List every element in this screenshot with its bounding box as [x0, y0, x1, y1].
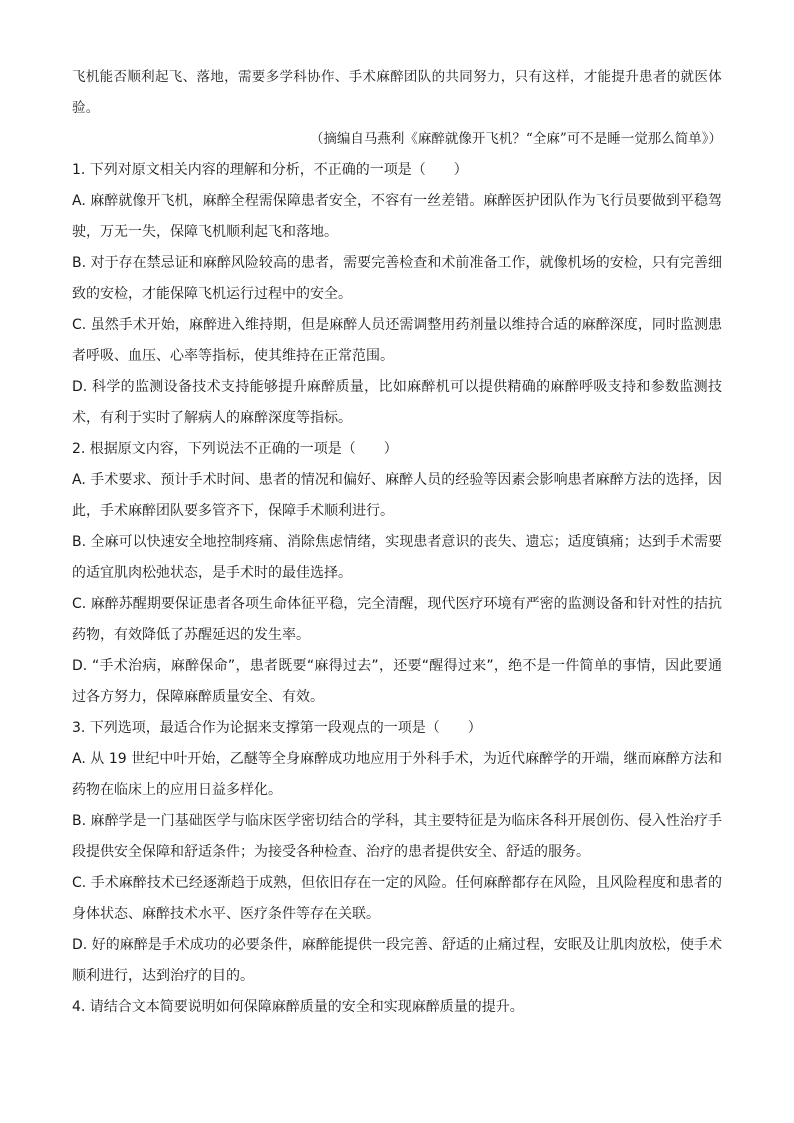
option-c: C. 虽然手术开始，麻醉进入维持期，但是麻醉人员还需调整用药剂量以维持合适的麻醉深度，同时监测患者呼吸、血压、心率等指标，使其维持在正常范围。: [72, 317, 722, 364]
passage-closing-paragraph: 飞机能否顺利起飞、落地，需要多学科协作、手术麻醉团队的共同努力，只有这样，才能提升患者的就医体验。: [72, 69, 722, 116]
option-b: B. 麻醉学是一门基础医学与临床医学密切结合的学科，其主要特征是为临床各科开展创伤、侵入性治疗手段提供安全保障和舒适条件；为接受各种检查、治疗的患者提供安全、舒适的服务。: [72, 813, 722, 860]
question-stem: 1. 下列对原文相关内容的理解和分析，不正确的一项是（ ）: [72, 162, 468, 178]
option-c: C. 手术麻醉技术已经逐渐趋于成熟，但依旧存在一定的风险。任何麻醉都存在风险，且风险程度和患者的身体状态、麻醉技术水平、医疗条件等存在关联。: [72, 875, 722, 922]
option-b: B. 全麻可以快速安全地控制疼痛、消除焦虑情绪，实现患者意识的丧失、遗忘；适度镇痛；达到手术需要的适宜肌肉松弛状态，是手术时的最佳选择。: [72, 534, 722, 581]
option-a: A. 麻醉就像开飞机，麻醉全程需保障患者安全，不容有一丝差错。麻醉医护团队作为飞行员要做到平稳驾驶，万无一失，保障飞机顺利起飞和落地。: [72, 193, 722, 240]
question-stem: 3. 下列选项，最适合作为论据来支撑第一段观点的一项是（ ）: [72, 720, 482, 736]
option-d: D. 科学的监测设备技术支持能够提升麻醉质量，比如麻醉机可以提供精确的麻醉呼吸支持和参数监测技术，有利于实时了解病人的麻醉深度等指标。: [72, 379, 722, 426]
question-1: [72, 155, 722, 434]
option-c: C. 麻醉苏醒期要保证患者各项生命体征平稳，完全清醒，现代医疗环境有严密的监测设备和针对性的拮抗药物，有效降低了苏醒延迟的发生率。: [72, 596, 722, 643]
option-b: B. 对于存在禁忌证和麻醉风险较高的患者，需要完善检查和术前准备工作，就像机场的安检，只有完善细致的安检，才能保障飞机运行过程中的安全。: [72, 255, 722, 302]
option-a: A. 从 19 世纪中叶开始，乙醚等全身麻醉成功地应用于外科手术，为近代麻醉学的开端，继而麻醉方法和药物在临床上的应用日益多样化。: [72, 751, 722, 798]
question-2: [72, 434, 722, 713]
question-stem: 2. 根据原文内容，下列说法不正确的一项是（ ）: [72, 441, 398, 457]
exam-page: [72, 62, 722, 1023]
passage-source-note: （摘编自马燕利《麻醉就像开飞机？“全麻”可不是睡一觉那么简单》）: [309, 131, 722, 147]
option-a: A. 手术要求、预计手术时间、患者的情况和偏好、麻醉人员的经验等因素会影响患者麻醉方法的选择，因此，手术麻醉团队要多管齐下，保障手术顺利进行。: [72, 472, 722, 519]
option-d: D. “手术治病，麻醉保命”，患者既要“麻得过去”，还要“醒得过来”，绝不是一件简单的事情，因此要通过各方努力，保障麻醉质量安全、有效。: [72, 658, 722, 705]
question-stem: 4. 请结合文本简要说明如何保障麻醉质量的安全和实现麻醉质量的提升。: [72, 999, 524, 1015]
question-3: [72, 713, 722, 992]
option-d: D. 好的麻醉是手术成功的必要条件，麻醉能提供一段完善、舒适的止痛过程，安眠及让肌肉放松，使手术顺利进行，达到治疗的目的。: [72, 937, 722, 984]
question-4: [72, 992, 722, 1023]
